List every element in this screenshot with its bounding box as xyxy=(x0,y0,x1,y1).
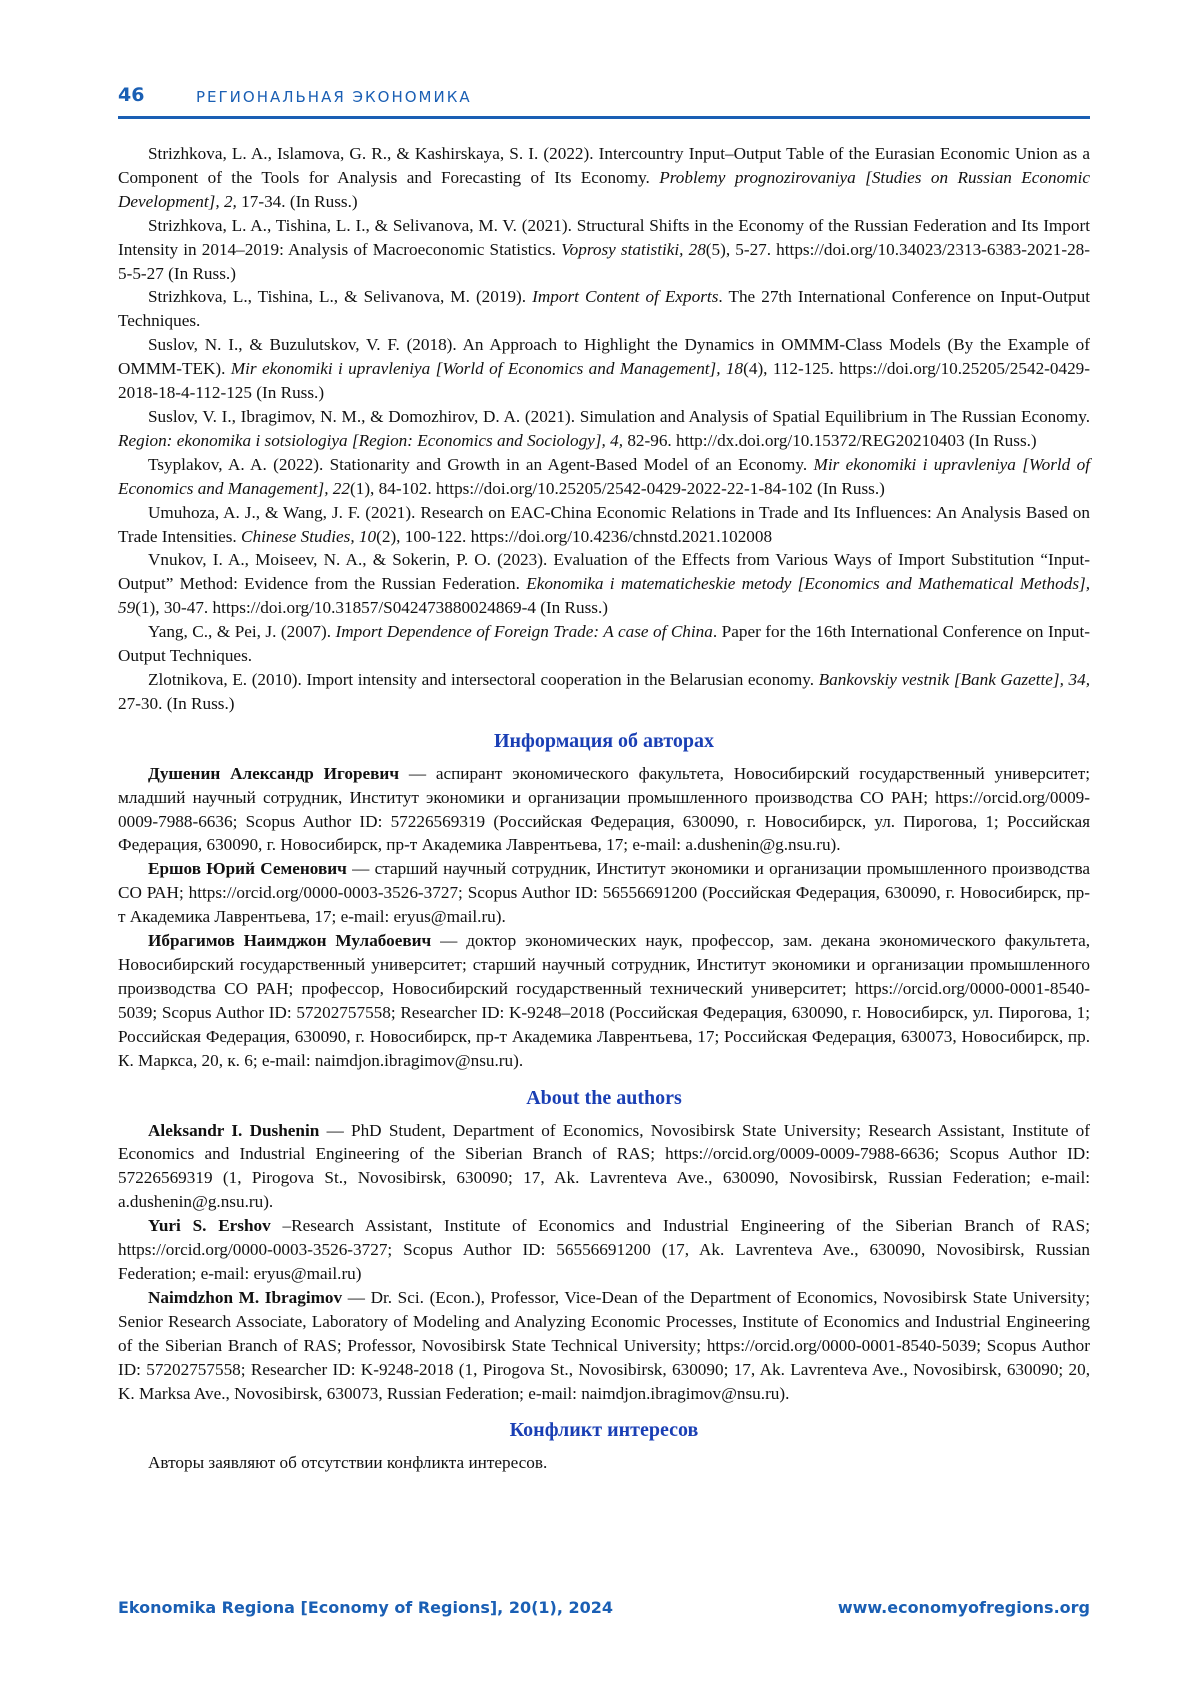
author-info-item: Yuri S. Ershov –Research Assistant, Institute of Economics and Industrial Engineering of the Siberian Branch of RAS; https://orcid.org/0000-0003-3526-3727; Scopus Author ID: 56556691200 (17, Ak. Lavrenteva Ave., 630090, Novosibirsk, Russian Federation; e-mail: eryus@mail.ru) xyxy=(118,1216,1090,1283)
reference-item: Strizhkova, L. A., Islamova, G. R., & Kashirskaya, S. I. (2022). Intercountry Input–Output Table of the Eurasian Economic Union as a Component of the Tools for Analysis and Forecasting of Its Economy. Problemy prognozirovaniya [Studies on Russian Economic Development], 2, 17-34. (In Russ.) xyxy=(118,144,1090,211)
reference-item: Strizhkova, L. A., Tishina, L. I., & Selivanova, M. V. (2021). Structural Shifts in the Economy of the Russian Federation and Its Import Intensity in 2014–2019: Analysis of Macroeconomic Statistics. Voprosy statistiki, 28(5), 5-27. https://doi.org/10.34023/2313-6383-2021-28-5-5-27 (In Russ.) xyxy=(118,215,1091,283)
conflict-heading: Конфликт интересов xyxy=(509,1419,699,1442)
main-content xyxy=(118,142,1090,1475)
author-name: Yuri S. Ershov xyxy=(148,1216,271,1236)
journal-website-link[interactable]: www.economyofregions.org xyxy=(837,1598,1090,1617)
reference-item: Suslov, N. I., & Buzulutskov, V. F. (2018). An Approach to Highlight the Dynamics in OMMM-Class Models (By the Example of OMMM-TEK). Mir ekonomiki i upravleniya [World of Economics and Management], 18(4), 112-125. https://doi.org/10.25205/2542-0429-2018-18-4-112-125 (In Russ.) xyxy=(118,335,1090,403)
page-footer xyxy=(118,1598,1090,1626)
reference-item: Umuhoza, A. J., & Wang, J. F. (2021). Research on EAC-China Economic Relations in Trade and Its Influences: An Analysis Based on Trade Intensities. Chinese Studies, 10(2), 100-122. https://doi.org/10.4236/chnstd.2021.102008 xyxy=(118,502,1090,546)
authors-en-list xyxy=(118,1119,1090,1406)
journal-citation: Ekonomika Regiona [Economy of Regions], 20(1), 2024 xyxy=(118,1598,614,1617)
authors-en-heading: About the authors xyxy=(526,1086,682,1109)
author-name: Aleksandr I. Dushenin xyxy=(148,1120,320,1140)
page-header xyxy=(118,84,1090,116)
authors-ru-heading: Информация об авторах xyxy=(493,729,715,752)
reference-item: Strizhkova, L., Tishina, L., & Selivanova, M. (2019). Import Content of Exports. The 27th International Conference on Input-Output Techniques. xyxy=(118,287,1090,331)
author-info-item: Aleksandr I. Dushenin — PhD Student, Department of Economics, Novosibirsk State University; Research Assistant, Institute of Economics and Industrial Engineering of the Siberian Branch of RAS; https://orcid.org/0009-0009-7988-6636; Scopus Author ID: 57226569319 (1, Pirogova St., Novosibirsk, 630090; 17, Ak. Lavrenteva Ave., 630090, Novosibirsk, Russian Federation; e-mail: a.dushenin@g.nsu.ru). xyxy=(118,1120,1090,1212)
header-divider xyxy=(118,116,1090,119)
reference-item: Suslov, V. I., Ibragimov, N. M., & Domozhirov, D. A. (2021). Simulation and Analysis of Spatial Equilibrium in The Russian Economy. Region: ekonomika i sotsiologiya [Region: Economics and Sociology], 4, 82-96. http://dx.doi.org/10.15372/REG20210403 (In Russ.) xyxy=(118,406,1090,450)
author-name: Ибрагимов Наимджон Мулабоевич xyxy=(148,931,432,951)
conflict-statement: Авторы заявляют об отсутствии конфликта интересов. xyxy=(148,1453,548,1473)
author-info-item: Ершов Юрий Семенович — старший научный сотрудник, Институт экономики и организации промышленного производства СО РАН; https://orcid.org/0000-0003-3526-3727; Scopus Author ID: 56556691200 (Российская Федерация, 630090, г. Новосибирск, пр-т Академика Лаврентьева, 17; e-mail: eryus@mail.ru). xyxy=(118,859,1091,927)
author-name: Ершов Юрий Семенович xyxy=(148,859,347,879)
reference-item: Vnukov, I. A., Moiseev, N. A., & Sokerin, P. O. (2023). Evaluation of the Effects from Various Ways of Import Substitution “Input-Output” Method: Evidence from the Russian Federation. Ekonomika i matematicheskie metody [Economics and Mathematical Methods], 59(1), 30-47. https://doi.org/10.31857/S042473880024869-4 (In Russ.) xyxy=(118,550,1090,618)
author-info-item: Naimdzhon M. Ibragimov — Dr. Sci. (Econ.), Professor, Vice-Dean of the Department of Economics, Novosibirsk State University; Senior Research Associate, Laboratory of Modeling and Analyzing Economic Processes, Institute of Economics and Industrial Engineering of the Siberian Branch of RAS; Professor, Novosibirsk State Technical University; https://orcid.org/0000-0001-8540-5039; Scopus Author ID: 57202757558; Researcher ID: K-9248-2018 (1, Pirogova St., Novosibirsk, 630090; 17, Ak. Lavrenteva Ave., Novosibirsk, 630090; 20, K. Marksa Ave., Novosibirsk, 630073, Russian Federation; e-mail: naimdjon.ibragimov@nsu.ru). xyxy=(118,1287,1090,1403)
authors-ru-list xyxy=(118,762,1090,1073)
page-number: 46 xyxy=(118,84,145,106)
author-name: Душенин Александр Игоревич xyxy=(148,763,400,783)
journal-section-title: РЕГИОНАЛЬНАЯ ЭКОНОМИКА xyxy=(196,88,472,106)
reference-item: Yang, C., & Pei, J. (2007). Import Dependence of Foreign Trade: A case of China. Paper for the 16th International Conference on Input-Output Techniques. xyxy=(118,622,1090,666)
references-list xyxy=(118,142,1090,716)
author-info-item: Ибрагимов Наимджон Мулабоевич — доктор экономических наук, профессор, зам. декана экономического факультета, Новосибирский государственный университет; старший научный сотрудник, Институт экономики и организации промышленного производства СО РАН; профессор, Новосибирский государственный технический университет; https://orcid.org/0000-0001-8540-5039; Scopus Author ID: 57202757558; Researcher ID: K-9248–2018 (Российская Федерация, 630090, г. Новосибирск, ул. Пирогова, 1; Российская Федерация, 630090, г. Новосибирск, пр-т Академика Лаврентьева, 17; Российская Федерация, 630073, Новосибирск, пр. К. Маркса, 20, к. 6; e-mail: naimdjon.ibragimov@nsu.ru). xyxy=(118,931,1090,1070)
reference-item: Tsyplakov, A. A. (2022). Stationarity and Growth in an Agent-Based Model of an Economy. Mir ekonomiki i upravleniya [World of Economics and Management], 22(1), 84-102. https://doi.org/10.25205/2542-0429-2022-22-1-84-102 (In Russ.) xyxy=(118,454,1090,498)
author-name: Naimdzhon M. Ibragimov xyxy=(148,1287,343,1307)
author-info-item: Душенин Александр Игоревич — аспирант экономического факультета, Новосибирский государственный университет; младший научный сотрудник, Институт экономики и организации промышленного производства СО РАН; https://orcid.org/0009-0009-7988-6636; Scopus Author ID: 57226569319 (Российская Федерация, 630090, г. Новосибирск, ул. Пирогова, 1; Российская Федерация, 630090, г. Новосибирск, пр-т Академика Лаврентьева, 17; e-mail: a.dushenin@g.nsu.ru). xyxy=(118,763,1090,855)
reference-item: Zlotnikova, E. (2010). Import intensity and intersectoral cooperation in the Belarusian economy. Bankovskiy vestnik [Bank Gazette], 34, 27-30. (In Russ.) xyxy=(118,669,1090,713)
